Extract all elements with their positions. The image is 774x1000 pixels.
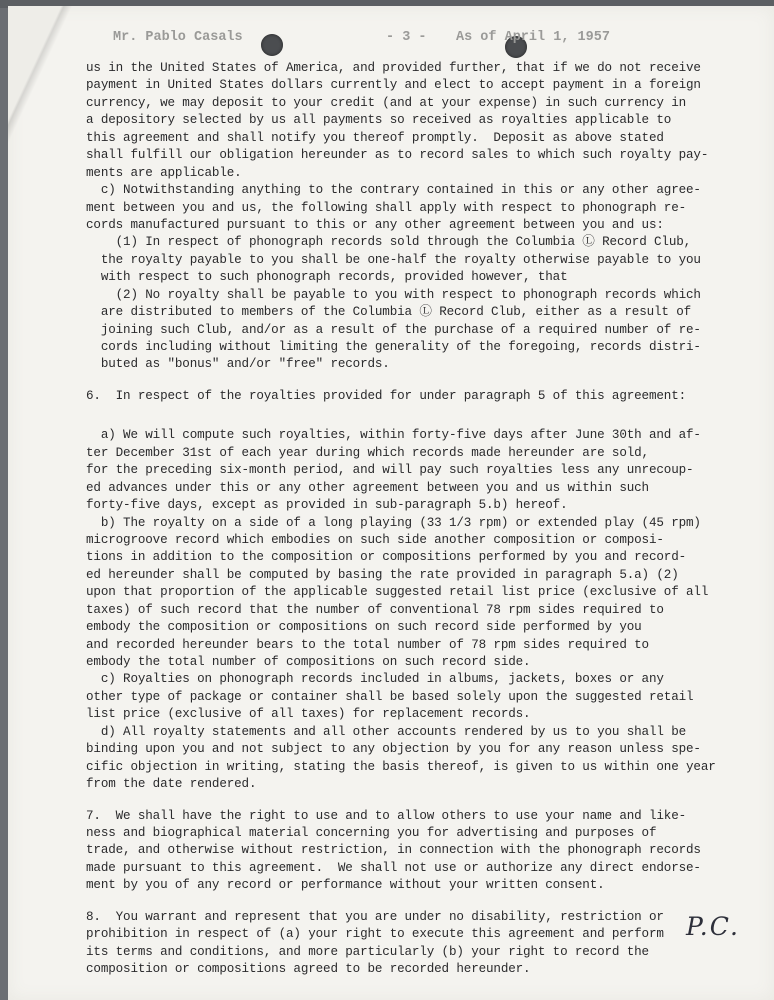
document-body xyxy=(86,60,726,978)
header-addressee: Mr. Pablo Casals xyxy=(113,30,243,45)
text-line: the royalty payable to you shall be one-half the royalty otherwise payable to you xyxy=(86,252,701,267)
text-line: (2) No royalty shall be payable to you with respect to phonograph records which xyxy=(86,287,701,302)
text-line: ments are applicable. xyxy=(86,165,242,180)
text-line: joining such Club, and/or as a result of the purchase of a required number of re- xyxy=(86,322,701,337)
text-line: binding upon you and not subject to any objection by you for any reason unless spe- xyxy=(86,742,701,757)
text-line: cords including without limiting the generality of the foregoing, records distri- xyxy=(86,340,701,354)
paragraph-6-intro xyxy=(86,388,726,405)
text-line: cords manufactured pursuant to this or any other agreement between you and us: xyxy=(86,217,664,232)
header-date: As of April 1, 1957 xyxy=(456,30,610,45)
text-line: payment in United States dollars currently and elect to accept payment in a foreign xyxy=(86,78,701,93)
paragraph-5-continued xyxy=(86,60,726,182)
text-line: ed advances under this or any other agreement between you and us within such xyxy=(86,480,649,495)
text-line: d) All royalty statements and all other accounts rendered by us to you shall be xyxy=(86,724,687,739)
text-line: 6. In respect of the royalties provided for under paragraph 5 of this agreement: xyxy=(86,388,687,403)
text-line: microgroove record which embodies on such side another composition or composi- xyxy=(86,532,664,547)
text-line: trade, and otherwise without restriction, in connection with the phonograph records xyxy=(86,843,701,858)
text-line: a depository selected by us all payments so received as royalties applicable to xyxy=(86,113,672,128)
page-header xyxy=(0,30,774,50)
text-line: are distributed to members of the Columbia Ⓛ Record Club, either as a result of xyxy=(86,305,692,320)
text-line: upon that proportion of the applicable suggested retail list price (exclusive of all xyxy=(86,585,709,600)
text-line: c) Royalties on phonograph records included in albums, jackets, boxes or any xyxy=(86,672,664,687)
paragraph-8 xyxy=(86,909,726,979)
text-line: ter December 31st of each year during which records made hereunder are sold, xyxy=(86,445,649,460)
text-line: us in the United States of America, and provided further, that if we do not receive xyxy=(86,61,701,75)
text-line: ment between you and us, the following shall apply with respect to phonograph re- xyxy=(86,200,687,215)
text-line: tions in addition to the composition or compositions performed by you and record- xyxy=(86,550,687,565)
text-line: a) We will compute such royalties, within forty-five days after June 30th and af- xyxy=(86,428,701,443)
text-line: ness and biographical material concerning you for advertising and purposes of xyxy=(86,825,657,840)
text-line: 8. You warrant and represent that you are under no disability, restriction or xyxy=(86,909,664,924)
text-line: made pursuant to this agreement. We shall not use or authorize any direct endorse- xyxy=(86,860,701,875)
text-line: ed hereunder shall be computed by basing the rate provided in paragraph 5.a) (2) xyxy=(86,567,679,582)
text-line: currency, we may deposit to your credit (and at your expense) in such currency in xyxy=(86,95,687,110)
page-corner-fold xyxy=(8,6,78,156)
handwritten-initials: P.C. xyxy=(686,912,740,941)
text-line: 7. We shall have the right to use and to allow others to use your name and like- xyxy=(86,808,687,823)
text-line: with respect to such phonograph records, provided however, that xyxy=(86,270,568,285)
text-line: buted as "bonus" and/or "free" records. xyxy=(86,357,390,372)
text-line: b) The royalty on a side of a long playing (33 1/3 rpm) or extended play (45 rpm) xyxy=(86,515,701,530)
text-line: other type of package or container shall be based solely upon the suggested retail xyxy=(86,689,694,704)
text-line: list price (exclusive of all taxes) for replacement records. xyxy=(86,707,531,722)
text-line: taxes) of such record that the number of conventional 78 rpm sides required to xyxy=(86,602,664,617)
text-line: for the preceding six-month period, and will pay such royalties less any unrecoup- xyxy=(86,463,694,478)
text-line: its terms and conditions, and more particularly (b) your right to record the xyxy=(86,944,649,959)
text-line: prohibition in respect of (a) your right to execute this agreement and perform xyxy=(86,927,664,942)
text-line: c) Notwithstanding anything to the contrary contained in this or any other agree- xyxy=(86,183,701,198)
text-line: cific objection in writing, stating the basis thereof, is given to us within one year xyxy=(86,759,716,774)
text-line: (1) In respect of phonograph records sold through the Columbia Ⓛ Record Club, xyxy=(86,235,692,250)
text-line: shall fulfill our obligation hereunder as to record sales to which such royalty pay- xyxy=(86,148,709,163)
text-line: composition or compositions agreed to be recorded hereunder. xyxy=(86,962,531,976)
paragraph-7 xyxy=(86,808,726,895)
text-line: embody the composition or compositions on such record side performed by you xyxy=(86,620,642,635)
text-line: and recorded hereunder bears to the total number of 78 rpm sides required to xyxy=(86,637,649,652)
text-line: from the date rendered. xyxy=(86,777,257,792)
text-line: forty-five days, except as provided in sub-paragraph 5.b) hereof. xyxy=(86,498,568,513)
paragraph-6-body xyxy=(86,427,726,793)
paragraph-5c xyxy=(86,182,726,374)
header-page-number: - 3 - xyxy=(386,30,427,45)
text-line: this agreement and shall notify you thereof promptly. Deposit as above stated xyxy=(86,130,664,145)
text-line: embody the total number of compositions on such record side. xyxy=(86,655,531,669)
text-line: ment by you of any record or performance without your written consent. xyxy=(86,878,605,893)
